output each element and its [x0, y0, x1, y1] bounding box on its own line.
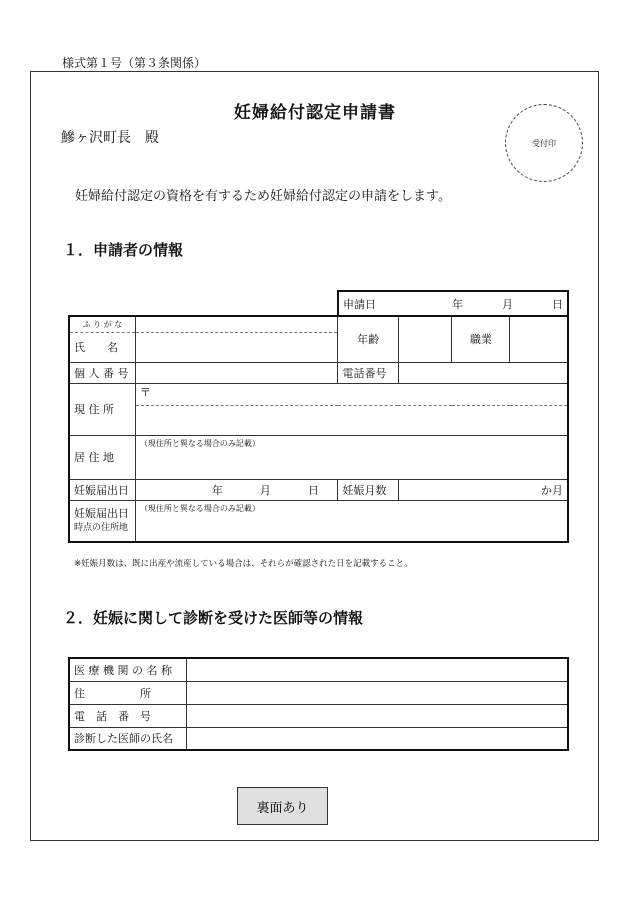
applicant-table — [68, 290, 569, 543]
blank-corner — [69, 291, 338, 316]
addressee: 鰺ヶ沢町長 殿 — [61, 130, 159, 146]
name-field[interactable] — [135, 332, 338, 362]
application-statement: 妊婦給付認定の資格を有するため妊婦給付認定の申請をします。 — [75, 189, 451, 204]
occupation-field[interactable] — [510, 316, 568, 362]
section-heading-doctor: ２．妊娠に関して診断を受けた医師等の情報 — [63, 609, 364, 627]
address-label: 現 住 所 — [69, 383, 135, 435]
notification-day-label: 日 — [307, 483, 319, 497]
age-label: 年齢 — [338, 316, 398, 362]
application-date-label: 申請日 — [342, 297, 376, 311]
phone-label: 電話番号 — [338, 362, 398, 383]
institution-phone-label: 電 話 番 号 — [69, 704, 186, 727]
my-number-label: 個 人 番 号 — [69, 362, 135, 383]
section-heading-applicant: １．申請者の情報 — [63, 241, 184, 259]
pregnancy-months-field[interactable] — [398, 479, 568, 500]
residence-field[interactable] — [135, 435, 568, 479]
notification-address-label-line1: 妊娠届出日 — [74, 507, 129, 521]
furigana-field[interactable] — [135, 316, 338, 332]
institution-phone-field[interactable] — [186, 704, 568, 727]
postal-field[interactable] — [135, 383, 568, 405]
institution-address-label: 住 所 — [69, 681, 186, 704]
pregnancy-months-footnote: ※妊娠月数は、既に出産や流産している場合は、それらが確認された日を記載すること。 — [74, 559, 413, 569]
medical-institution-label: 医 療 機 関 の 名 称 — [69, 658, 186, 681]
pregnancy-months-label: 妊娠月数 — [338, 479, 398, 500]
phone-field[interactable] — [398, 362, 568, 383]
page-title: 妊婦給付認定申請書 — [234, 103, 396, 123]
address-field[interactable] — [135, 405, 568, 435]
application-date-row — [338, 291, 568, 316]
months-unit: か月 — [541, 483, 563, 497]
name-label: 氏 名 — [69, 332, 135, 362]
notification-address-note: （現住所と異なる場合のみ記載） — [139, 503, 260, 513]
notification-address-field[interactable] — [135, 500, 568, 542]
date-day-label: 日 — [551, 297, 563, 311]
doctor-name-label: 診断した医師の氏名 — [69, 727, 186, 750]
notification-date-field[interactable] — [135, 479, 338, 500]
residence-label: 居 住 地 — [69, 435, 135, 479]
my-number-field[interactable] — [135, 362, 338, 383]
residence-note: （現住所と異なる場合のみ記載） — [139, 438, 260, 448]
reception-stamp-area — [505, 104, 583, 182]
doctor-info-table — [68, 657, 569, 751]
age-field[interactable] — [398, 316, 452, 362]
form-number: 様式第１号（第３条関係） — [62, 56, 207, 70]
notification-address-label-line2: 時点の住所地 — [74, 523, 129, 534]
institution-address-field[interactable] — [186, 681, 568, 704]
back-side-button[interactable]: 裏面あり — [237, 787, 328, 825]
notification-year-label: 年 — [211, 483, 223, 497]
medical-institution-field[interactable] — [186, 658, 568, 681]
postal-mark: 〒 — [139, 385, 151, 399]
notification-address-label — [69, 500, 135, 542]
reception-stamp-label: 受付印 — [532, 138, 556, 148]
occupation-label: 職業 — [452, 316, 510, 362]
date-month-label: 月 — [501, 297, 513, 311]
doctor-name-field[interactable] — [186, 727, 568, 750]
notification-date-label: 妊娠届出日 — [69, 479, 135, 500]
date-year-label: 年 — [451, 297, 463, 311]
furigana-label: ふ り が な — [69, 316, 135, 332]
notification-month-label: 月 — [259, 483, 271, 497]
